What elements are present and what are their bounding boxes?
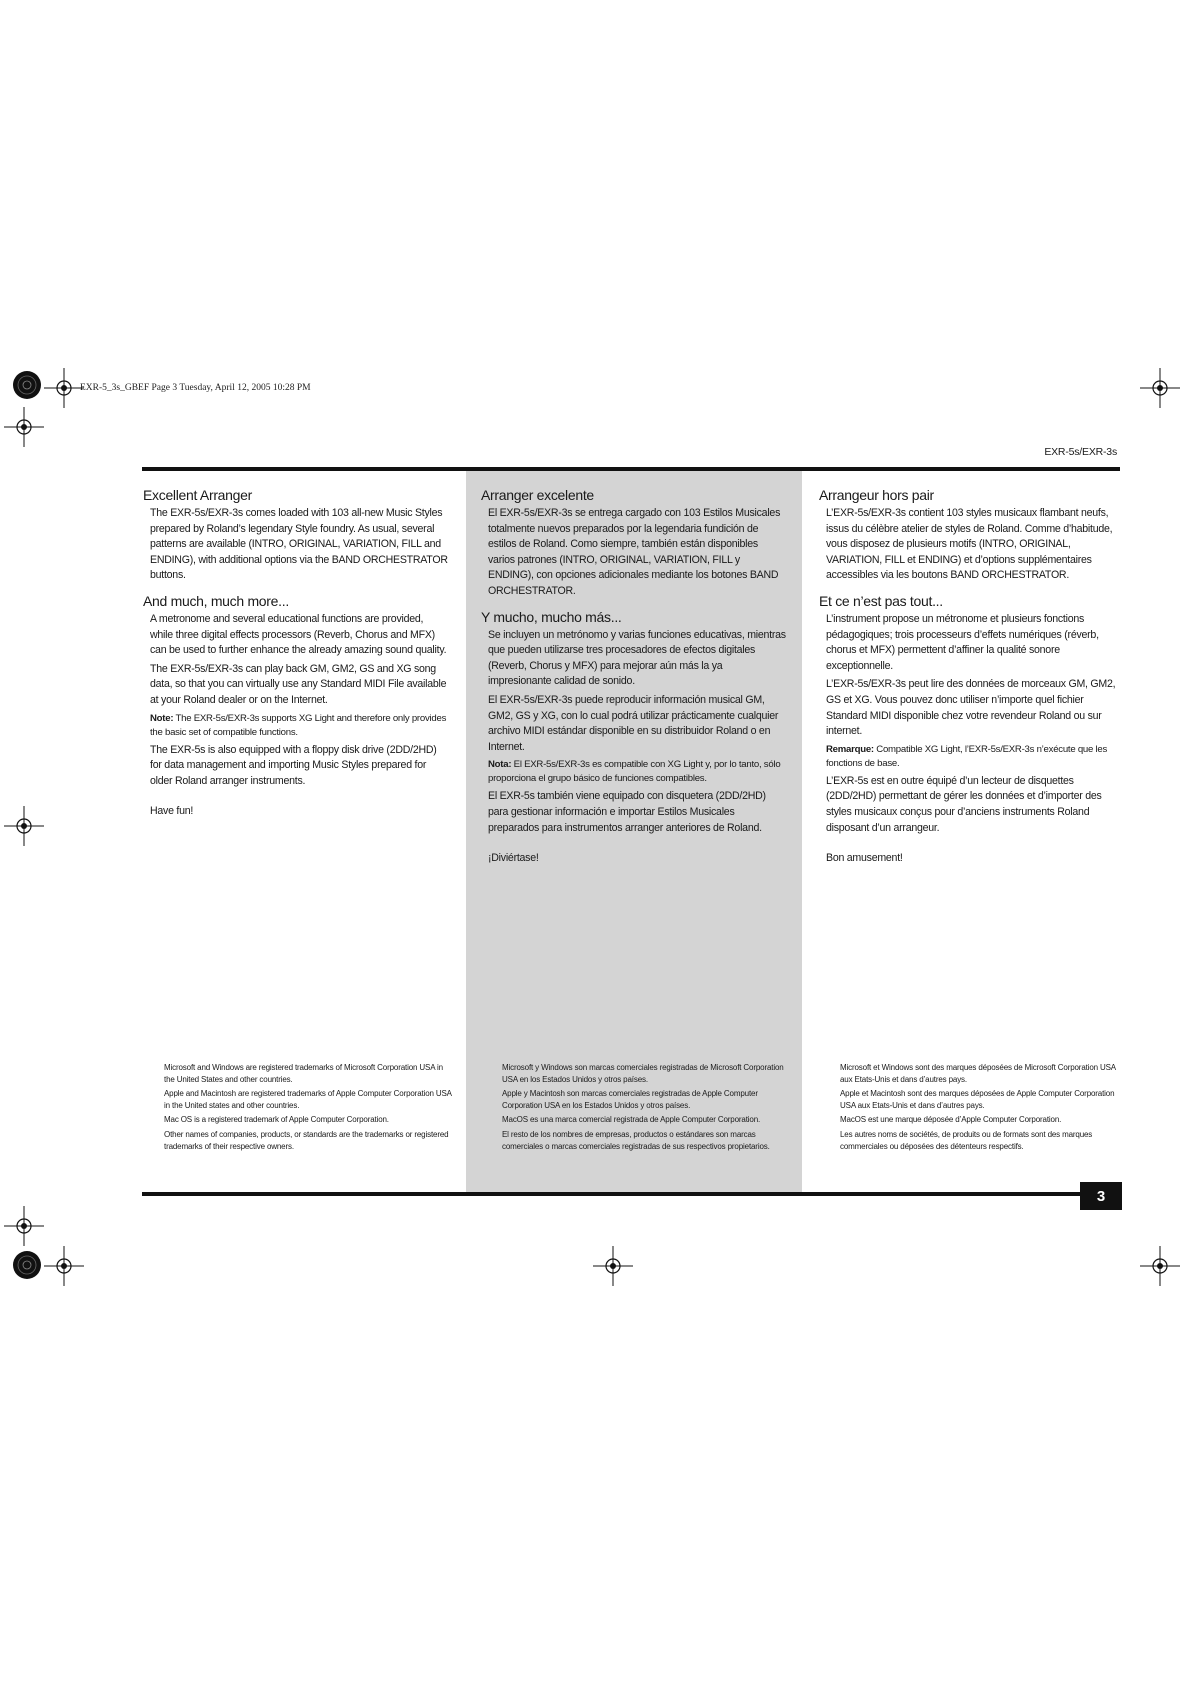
intro-paragraph: The EXR-5s/EXR-3s comes loaded with 103 all-new Music Styles prepared by Roland’s legendary Style foundry. As usual, several patterns are available (INTRO, ORIGINAL, VARIATION, FILL and ENDING), with additional options via the BAND ORCHESTRATOR buttons. <box>150 507 448 582</box>
section-heading: Arranger excelente <box>481 487 594 503</box>
registration-mark-icon <box>4 1206 44 1246</box>
starburst-mark-icon <box>12 1250 42 1280</box>
body-paragraph: The EXR-5s is also equipped with a floppy disk drive (2DD/2HD) for data management and importing Music Styles prepared for older Roland arranger instruments. <box>150 743 437 787</box>
footnote: Mac OS is a registered trademark of Apple Computer Corporation. <box>164 1115 389 1125</box>
footnote: MacOS es una marca comercial registrada de Apple Computer Corporation. <box>502 1115 761 1125</box>
footnotes-english <box>164 1062 454 1155</box>
registration-mark-icon <box>1140 368 1180 408</box>
footnote: Apple y Macintosh son marcas comerciales registradas de Apple Computer Corporation USA en los Estados Unidos y otros países. <box>502 1089 758 1110</box>
section-heading: Et ce n’est pas tout... <box>819 592 943 609</box>
body-paragraph: Se incluyen un metrónomo y varias funciones educativas, mientras que pueden utilizarse tres procesadores de efectos digitales (Reverb, Chorus y MFX) para mejorar aún más la ya impresionante calidad de sonido. <box>488 628 786 688</box>
registration-mark-icon <box>593 1246 633 1286</box>
closing-line: Have fun! <box>150 805 194 818</box>
closing-line: Bon amusement! <box>826 852 903 865</box>
printer-slug: EXR-5_3s_GBEF Page 3 Tuesday, April 12, 2005 10:28 PM <box>80 383 311 393</box>
body-paragraph: L’instrument propose un métronome et plusieurs fonctions pédagogiques; trois processeurs d’effets numériques (réverb, chorus et MFX) permettent d’affiner la qualité sonore exceptionnelle. <box>826 612 1099 672</box>
note-paragraph <box>488 758 786 786</box>
registration-mark-icon <box>1140 1246 1180 1286</box>
footnote: Microsoft et Windows sont des marques déposées de Microsoft Corporation USA aux Etats-Unis et dans d’autres pays. <box>840 1063 1116 1084</box>
footnote: El resto de los nombres de empresas, productos o estándares son marcas comerciales o marcas comerciales registradas de sus respectivos propietarios. <box>502 1129 770 1151</box>
registration-mark-icon <box>44 1246 84 1286</box>
note-label: Nota: <box>488 759 512 771</box>
note-paragraph <box>826 743 1124 771</box>
footnote: MacOS est une marque déposée d’Apple Computer Corporation. <box>840 1115 1062 1125</box>
note-text: Compatible XG Light, l’EXR-5s/EXR-3s n’exécute que les fonctions de base. <box>826 743 1108 769</box>
page-number: 3 <box>1080 1182 1122 1210</box>
note-label: Remarque: <box>826 743 874 755</box>
section-heading: Excellent Arranger <box>143 487 252 503</box>
column-french <box>819 486 1124 870</box>
body-paragraph: El EXR-5s/EXR-3s puede reproducir información musical GM, GM2, GS y XG, con lo cual podrá utilizar prácticamente cualquier archivo MIDI estándar disponible en su distribuidor Roland o en Internet. <box>488 693 779 753</box>
body-paragraph: L’EXR-5s est en outre équipé d’un lecteur de disquettes (2DD/2HD) permettant de gérer les données et d’importer des styles musicaux conçus pour d’anciens instruments Roland disposant d’un arrangeur. <box>826 774 1102 834</box>
body-paragraph: The EXR-5s/EXR-3s can play back GM, GM2, GS and XG song data, so that you can virtually use any Standard MIDI File available at your Roland dealer or on the Internet. <box>150 662 447 706</box>
registration-mark-icon <box>44 368 84 408</box>
bottom-rule <box>142 1192 1080 1196</box>
note-text: The EXR-5s/EXR-3s supports XG Light and therefore only provides the basic set of compatible functions. <box>150 712 447 738</box>
footnote: Microsoft y Windows son marcas comerciales registradas de Microsoft Corporation USA en los Estados Unidos y otros países. <box>502 1063 784 1084</box>
section-heading: Arrangeur hors pair <box>819 487 934 503</box>
registration-mark-icon <box>4 806 44 846</box>
starburst-mark-icon <box>12 370 42 400</box>
registration-mark-icon <box>4 407 44 447</box>
footnotes-spanish <box>502 1062 792 1155</box>
section-heading: Y mucho, mucho más... <box>481 608 622 625</box>
model-header: EXR-5s/EXR-3s <box>1044 446 1117 458</box>
column-english <box>143 486 448 823</box>
footnote: Other names of companies, products, or standards are the trademarks or registered trademarks of their respective owners. <box>164 1129 449 1151</box>
note-text: El EXR-5s/EXR-3s es compatible con XG Light y, por lo tanto, sólo proporciona el grupo básico de funciones compatibles. <box>488 759 781 785</box>
body-paragraph: L’EXR-5s/EXR-3s peut lire des données de morceaux GM, GM2, GS et XG. Vous pouvez donc utiliser n’importe quel fichier Standard MIDI disponible chez votre revendeur Roland ou sur internet. <box>826 678 1116 738</box>
footnote: Les autres noms de sociétés, de produits ou de formats sont des marques commerciales ou déposées des détenteurs respectifs. <box>840 1129 1093 1151</box>
footnote: Apple and Macintosh are registered trademarks of Apple Computer Corporation USA in the United states and other countries. <box>164 1089 452 1110</box>
intro-paragraph: El EXR-5s/EXR-3s se entrega cargado con 103 Estilos Musicales totalmente nuevos preparados por la legendaria fundición de estilos de Roland. Como siempre, también están disponibles varios patrones (INTRO, ORIGINAL, VARIATION, FILL y ENDING), con opciones adicionales mediante los botones BAND ORCHESTRATOR. <box>488 507 781 597</box>
footnote: Apple et Macintosh sont des marques déposées de Apple Computer Corporation USA aux Etats-Unis et dans d’autres pays. <box>840 1089 1115 1110</box>
column-spanish <box>481 486 786 870</box>
footnote: Microsoft and Windows are registered trademarks of Microsoft Corporation USA in the United States and other countries. <box>164 1063 443 1084</box>
body-paragraph: El EXR-5s también viene equipado con disquetera (2DD/2HD) para gestionar información e importar Estilos Musicales preparados para instrumentos arranger anteriores de Roland. <box>488 790 766 834</box>
intro-paragraph: L’EXR-5s/EXR-3s contient 103 styles musicaux flambant neufs, issus du célèbre atelier de styles de Roland. Comme d’habitude, vous disposez de plusieurs motifs (INTRO, ORIGINAL, VARIATION, FILL et ENDING) et d’options supplémentaires accessibles via les boutons BAND ORCHESTRATOR. <box>826 507 1113 582</box>
note-paragraph <box>150 712 448 740</box>
note-label: Note: <box>150 712 174 724</box>
section-heading: And much, much more... <box>143 592 289 609</box>
footnotes-french <box>840 1062 1130 1155</box>
closing-line: ¡Diviértase! <box>488 852 539 865</box>
body-paragraph: A metronome and several educational functions are provided, while three digital effects processors (Reverb, Chorus and MFX) can be used to further enhance the already amazing sound quality. <box>150 612 447 657</box>
